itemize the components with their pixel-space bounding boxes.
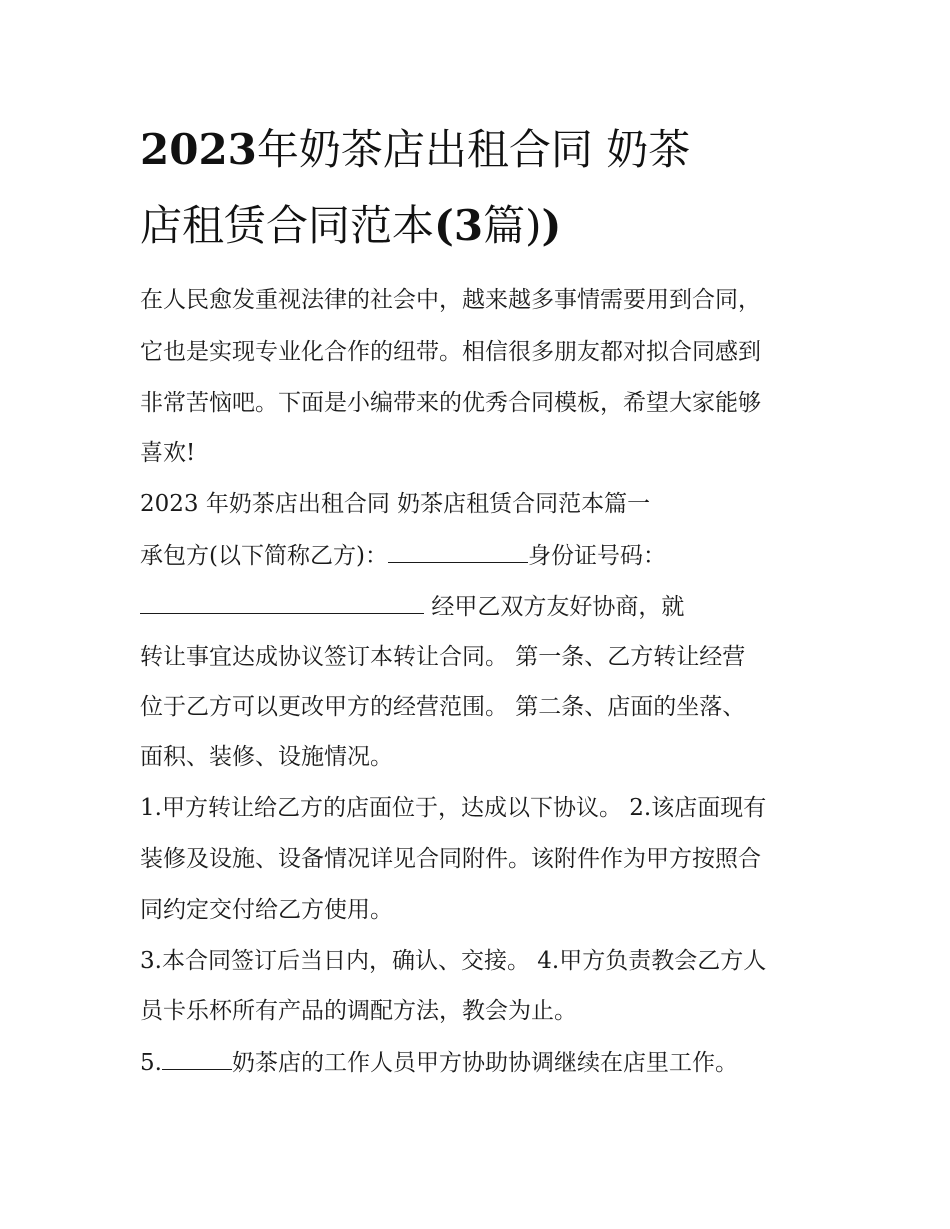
- negotiation-text: 经甲乙双方友好协商，就: [431, 594, 685, 620]
- clause-5-text: 奶茶店的工作人员甲方协助协调继续在店里工作。: [231, 1050, 738, 1076]
- title-close-paren: ): [541, 201, 562, 250]
- clause-5-line: [140, 1047, 830, 1078]
- clause-1-2-line-2: 装修及设施、设备情况详见合同附件。该附件作为甲方按照合: [140, 846, 761, 872]
- clause-5-number: 5.: [140, 1050, 162, 1076]
- clause-1-2-line-3: 同约定交付给乙方使用。: [140, 897, 393, 923]
- party-blank: [388, 540, 528, 563]
- clause-3-4-line-1: 3.本合同签订后当日内，确认、交接。 4.甲方负责教会乙方人: [140, 948, 767, 974]
- contract-negotiation-line: [140, 591, 830, 622]
- title-year: 2023: [140, 125, 257, 174]
- body-line-2: 位于乙方可以更改甲方的经营范围。 第二条、店面的坐落、: [140, 694, 746, 720]
- clause-3-4-line-2: 员卡乐杯所有产品的调配方法，教会为止。: [140, 998, 577, 1024]
- id-number-blank: [140, 591, 424, 614]
- title-text-line2: 店租赁合同范本: [140, 201, 435, 250]
- body-line-1: 转让事宜达成协议签订本转让合同。 第一条、乙方转让经营: [140, 644, 746, 670]
- title-text-line1: 年奶茶店出租合同 奶茶: [256, 125, 691, 174]
- clause-1-2-line-1: 1.甲方转让给乙方的店面位于，达成以下协议。 2.该店面现有: [140, 795, 767, 821]
- title-count-unit: 篇): [483, 201, 542, 250]
- title-count: (3: [434, 201, 484, 250]
- intro-line-1: 在人民愈发重视法律的社会中，越来越多事情需要用到合同，: [140, 287, 761, 313]
- document-title: [140, 112, 840, 264]
- id-number-label: 身份证号码：: [527, 543, 666, 569]
- intro-line-2: 它也是实现专业化合作的纽带。相信很多朋友都对拟合同感到: [140, 339, 761, 365]
- section-heading: 2023 年奶茶店出租合同 奶茶店租赁合同范本篇一: [140, 491, 651, 517]
- contract-party-line: [140, 540, 830, 571]
- party-label: 承包方(以下简称乙方)：: [140, 543, 388, 569]
- body-line-3: 面积、装修、设施情况。: [140, 744, 393, 770]
- clause-5-blank: [162, 1047, 232, 1070]
- intro-line-3: 非常苦恼吧。下面是小编带来的优秀合同模板，希望大家能够: [140, 390, 761, 416]
- intro-line-4: 喜欢!: [140, 440, 196, 466]
